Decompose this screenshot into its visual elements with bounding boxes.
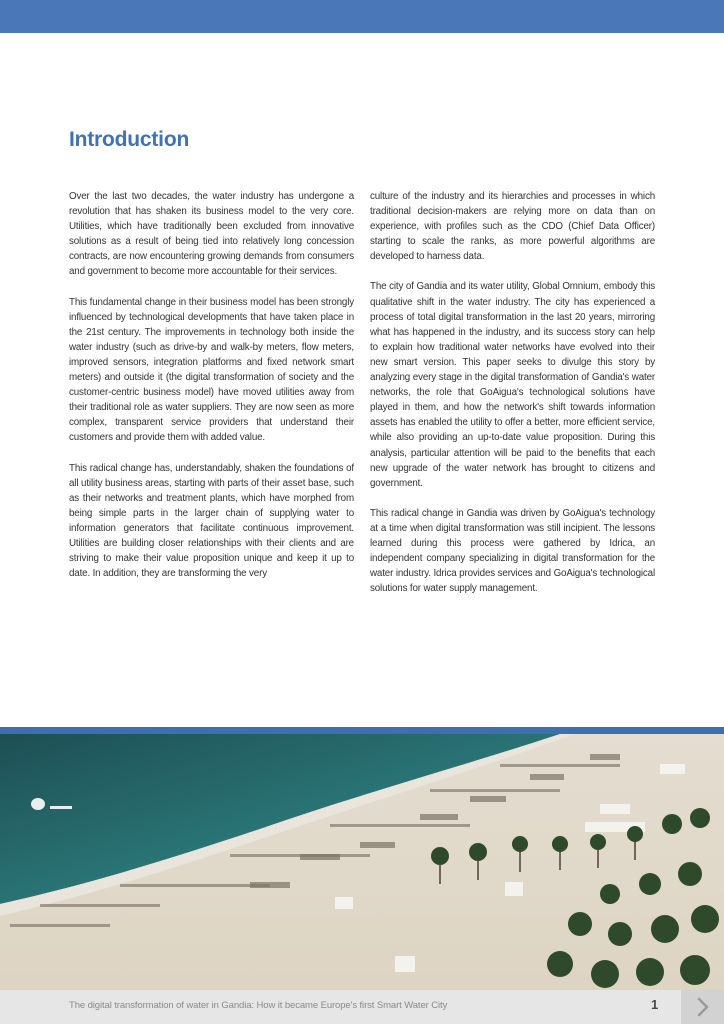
page-title: Introduction [69,128,190,151]
left-column [69,189,354,596]
chevron-right-icon [694,996,712,1018]
footer-title: The digital transformation of water in Gandia: How it became Europe's first Smart Water City [69,1000,448,1011]
right-column [370,189,655,611]
footer-bar [0,990,724,1024]
page-number: 1 [651,997,659,1012]
paragraph: This radical change in Gandia was driven by GoAigua's technology at a time when digital transformation was still incipient. The lessons learned during this process were gathered by Idrica, an independent company specializing in digital transformation for the water industry. Idrica provides services and GoAigua's technological solutions for water supply management. [370,507,655,595]
header-band [0,0,724,33]
beach-photo [0,734,724,990]
next-page-button[interactable] [681,990,724,1024]
paragraph: This fundamental change in their business model has been strongly influenced by technological developments that have taken place in the 21st century. The improvements in technology both inside the water industry (such as drive-by and walk-by meters, flow meters, improved sensors, integration platforms and fixed network smart meters) and outside it (the digital transformation of society and the customer-centric business model) have moved utilities away from their traditional role as water suppliers. They are now seen as more complex, transparent service providers that understand their customers and provide them with added value. [69,296,354,444]
paragraph: The city of Gandia and its water utility, Global Omnium, embody this qualitative shift in the water industry. The city has experienced a process of total digital transformation in the last 20 years, mirroring what has happened in the industry, and its success story can help to explain how traditional water networks have evolved into their new smart version. This paper seeks to divulge this story by analyzing every stage in the digital transformation of Gandia's water networks, the role that GoAigua's technological solutions have played in them, and how the network's shift towards information assets has enabled the utility to offer a better, more efficient service, while also providing an up-to-date value proposition. During this analysis, particular attention will be paid to the benefits that each new upgrade of the water network has brought to citizens and government. [370,281,655,489]
paragraph: This radical change has, understandably, shaken the foundations of all utility business areas, starting with parts of their asset base, such as their networks and treatment plants, which have morphed from being simple parts in the larger chain of supplying water to information generators that facilitate continuous improvement. Utilities are building closer relationships with their clients and are striving to make their value proposition unique and keep it up to date. In addition, they are transforming the very [69,462,354,580]
photo-top-band [0,727,724,734]
beach-illustration [0,734,724,990]
paragraph: Over the last two decades, the water industry has undergone a revolution that has shaken its business model to the very core. Utilities, which have traditionally been excluded from innovative solutions as a result of being tied into relatively long concession contracts, are now encountering growing demands from consumers and government to become more accountable for their services. [69,191,354,278]
paragraph: culture of the industry and its hierarchies and processes in which traditional decision-makers are relying more on data than on experience, with profiles such as the CDO (Chief Data Officer) starting to scale the ranks, as more powerful algorithms are developed to harness data. [370,191,655,263]
